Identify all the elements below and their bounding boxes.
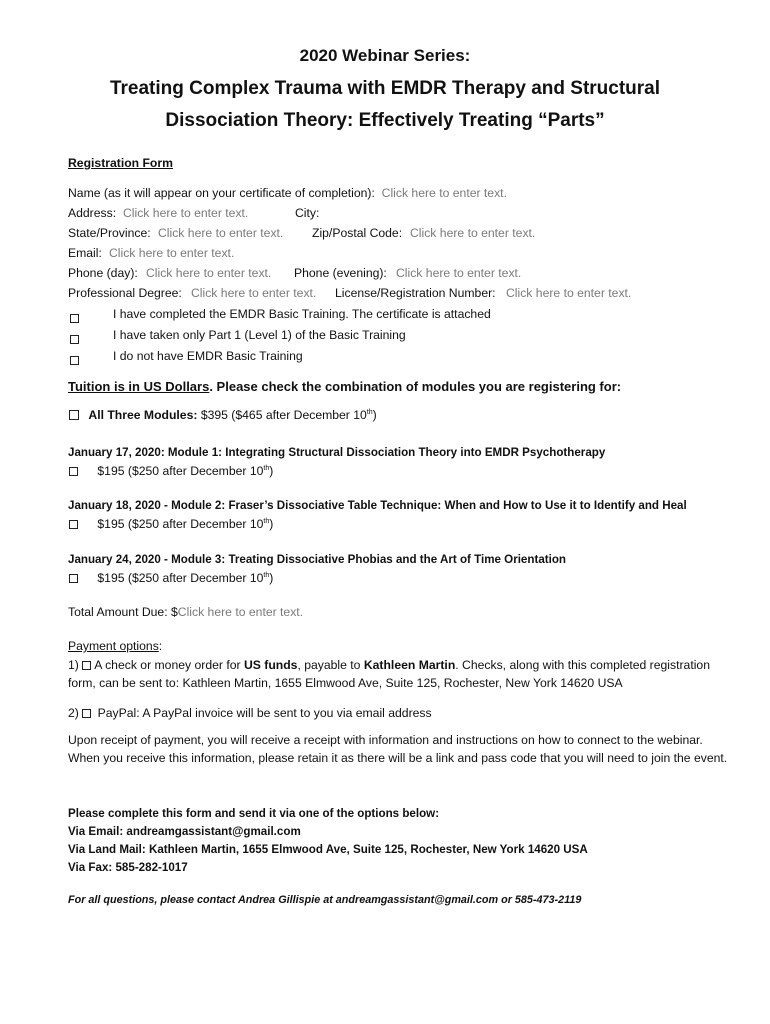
contact-email: Via Email: andreamgassistant@gmail.com (68, 825, 301, 838)
training-part1-label: I have taken only Part 1 (Level 1) of the Basic Training (113, 328, 406, 342)
option-1-payee: Kathleen Martin (363, 658, 456, 672)
contact-fax: Via Fax: 585-282-1017 (68, 861, 188, 874)
module-2-checkbox[interactable] (69, 520, 78, 529)
questions-note: For all questions, please contact Andrea Gillispie at andreamgassistant@gmail.com or 585-473-2119 (68, 894, 582, 906)
close-paren: ) (269, 464, 274, 478)
all-modules-row (69, 408, 377, 422)
address-field[interactable]: Click here to enter text. (123, 206, 249, 220)
email-field[interactable]: Click here to enter text. (109, 246, 235, 260)
state-field[interactable]: Click here to enter text. (158, 226, 284, 240)
total-row (68, 605, 303, 619)
total-label: Total Amount Due: $ (68, 605, 178, 619)
module-2-row (69, 517, 273, 531)
page-title-line-1: Treating Complex Trauma with EMDR Therapy and Structural (109, 78, 661, 99)
page-title-line-2: Dissociation Theory: Effectively Treating “Parts” (165, 110, 605, 131)
module-1-row (69, 464, 273, 478)
module-2-title: January 18, 2020 - Module 2: Fraser’s Dissociative Table Technique: When and How to Use it to Identify and Heal (68, 499, 687, 512)
module-1-price: $195 ($250 after December 10 (97, 464, 264, 478)
option-2-number: 2) (68, 706, 79, 720)
payment-heading-colon: : (158, 639, 163, 653)
module-3-price: $195 ($250 after December 10 (97, 571, 264, 585)
superscript-th: th (366, 409, 373, 416)
contact-instructions: Please complete this form and send it via one of the options below: (68, 807, 440, 820)
check-option-checkbox[interactable] (82, 661, 91, 670)
state-label: State/Province: (68, 226, 151, 240)
city-label: City: (295, 206, 320, 220)
module-2-price: $195 ($250 after December 10 (97, 517, 264, 531)
degree-field[interactable]: Click here to enter text. (191, 286, 317, 300)
module-3-row (69, 571, 273, 585)
tuition-heading-underlined: Tuition is in US Dollars (68, 379, 210, 394)
no-training-checkbox[interactable] (70, 356, 79, 365)
total-field[interactable]: Click here to enter text. (177, 605, 304, 619)
registration-form-heading: Registration Form (68, 156, 173, 170)
phone-day-label: Phone (day): (68, 266, 138, 280)
module-1-title: January 17, 2020: Module 1: Integrating Structural Dissociation Theory into EMDR Psychotherapy (68, 446, 606, 459)
module-3-checkbox[interactable] (69, 574, 78, 583)
name-field[interactable]: Click here to enter text. (381, 186, 507, 200)
paypal-option-checkbox[interactable] (82, 709, 91, 718)
tuition-heading-rest: . Please check the combination of modules you are registering for: (209, 379, 622, 394)
all-modules-price: $395 ($465 after December 10 (200, 408, 367, 422)
close-paren: ) (372, 408, 377, 422)
option-1-us-funds: US funds (243, 658, 298, 672)
superscript-th: th (263, 518, 270, 525)
option-1-text-e: . Checks, along with this completed registration form, can be sent to: Kathleen Martin, 1655 Elmwood Ave, Suite 125, Rochester, New York 14620 USA (68, 658, 710, 690)
superscript-th: th (263, 572, 270, 579)
module-3-title: January 24, 2020 - Module 3: Treating Dissociative Phobias and the Art of Time Orientation (68, 553, 567, 566)
license-label: License/Registration Number: (335, 286, 496, 300)
no-training-label: I do not have EMDR Basic Training (113, 349, 303, 363)
module-1-checkbox[interactable] (69, 467, 78, 476)
option-1-number: 1) (68, 658, 79, 672)
series-heading: 2020 Webinar Series: (299, 46, 471, 65)
zip-label: Zip/Postal Code: (312, 226, 403, 240)
option-1-text-a: A check or money order for (94, 658, 244, 672)
option-1-text-c: , payable to (297, 658, 364, 672)
phone-day-field[interactable]: Click here to enter text. (146, 266, 272, 280)
payment-heading-text: Payment options (68, 639, 159, 653)
payment-heading (68, 639, 162, 653)
training-completed-label: I have completed the EMDR Basic Training. The certificate is attached (113, 307, 491, 321)
option-2-text: PayPal: A PayPal invoice will be sent to you via email address (97, 706, 432, 720)
phone-evening-label: Phone (evening): (294, 266, 387, 280)
close-paren: ) (269, 571, 274, 585)
name-row (68, 186, 507, 200)
training-part1-checkbox[interactable] (70, 335, 79, 344)
email-label: Email: (68, 246, 102, 260)
phone-evening-field[interactable]: Click here to enter text. (396, 266, 522, 280)
receipt-paragraph: Upon receipt of payment, you will receive a receipt with information and instructions on how to connect to the webinar. When you receive this information, please retain it as there will be a link and pass code that you will need to join the event. (68, 733, 728, 765)
close-paren: ) (269, 517, 274, 531)
payment-option-1 (68, 656, 728, 692)
degree-label: Professional Degree: (68, 286, 182, 300)
payment-option-2 (68, 706, 432, 720)
contact-land-mail: Via Land Mail: Kathleen Martin, 1655 Elmwood Ave, Suite 125, Rochester, New York 14620 USA (68, 843, 588, 856)
all-modules-checkbox[interactable] (69, 410, 79, 420)
zip-field[interactable]: Click here to enter text. (410, 226, 536, 240)
training-completed-checkbox[interactable] (70, 314, 79, 323)
license-field[interactable]: Click here to enter text. (506, 286, 632, 300)
tuition-heading (68, 379, 621, 394)
name-label: Name (as it will appear on your certificate of completion): (68, 186, 375, 200)
address-label: Address: (68, 206, 117, 220)
superscript-th: th (263, 465, 270, 472)
all-modules-label: All Three Modules: (88, 408, 198, 422)
